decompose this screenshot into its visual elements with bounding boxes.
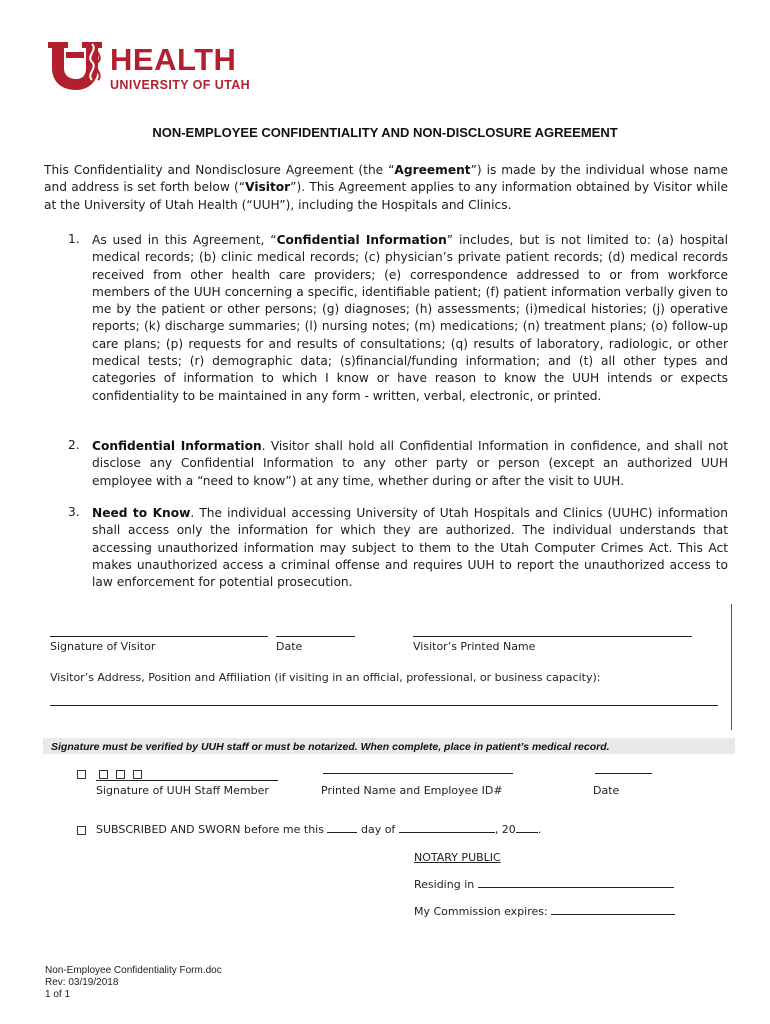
notary-public-label: NOTARY PUBLIC <box>414 851 501 864</box>
footer-filename: Non-Employee Confidentiality Form.doc <box>45 965 222 976</box>
staff-signature-line[interactable] <box>96 780 278 781</box>
visitor-printed-name-label: Visitor’s Printed Name <box>413 640 536 653</box>
logo <box>46 40 106 92</box>
visitor-address-line[interactable] <box>50 705 718 706</box>
intro-paragraph: This Confidentiality and Nondisclosure Agreement (the “Agreement”) is made by the individual whose name and address is set forth below (“Visitor”). This Agreement applies to any information obtained by Visitor while at the University of Utah Health (“UUH”), including the Hospitals and Clinics. <box>44 163 729 212</box>
clause-2-number: 2. <box>68 438 80 452</box>
staff-printed-name-line[interactable] <box>323 773 513 774</box>
verification-notice: Signature must be verified by UUH staff or must be notarized. When complete, place in patient’s medical record. <box>43 738 735 754</box>
staff-sig-box-1 <box>99 770 108 779</box>
logo-subtitle: UNIVERSITY OF UTAH <box>110 78 251 92</box>
staff-verify-checkbox[interactable] <box>77 770 86 779</box>
staff-signature-label: Signature of UUH Staff Member <box>96 784 269 797</box>
staff-date-label: Date <box>593 784 620 797</box>
notary-commission-label: My Commission expires: <box>414 905 675 918</box>
clause-3-text: Need to Know. The individual accessing University of Utah Hospitals and Clinics (UUHC) information shall access only the information for which they are authorized. The individual understands that accessing unauthorized information may subject to them to the Utah Computer Crimes Act. This Act makes unauthorized access a criminal offense and requires UUH to report the unauthorized access to law enforcement for potential prosecution. <box>92 506 728 590</box>
visitor-printed-name-line[interactable] <box>413 636 692 637</box>
notary-residing-label: Residing in <box>414 878 674 891</box>
u-logo-icon <box>46 40 106 92</box>
footer-revision: Rev: 03/19/2018 <box>45 977 119 988</box>
visitor-date-line[interactable] <box>276 636 355 637</box>
staff-date-line[interactable] <box>595 773 652 774</box>
clause-3-number: 3. <box>68 505 80 519</box>
staff-printed-name-label: Printed Name and Employee ID# <box>321 784 503 797</box>
document-title: NON-EMPLOYEE CONFIDENTIALITY AND NON-DISCLOSURE AGREEMENT <box>152 125 618 140</box>
logo-wordmark: HEALTH <box>110 42 237 77</box>
visitor-address-label: Visitor’s Address, Position and Affiliation (if visiting in an official, professional, or business capacity): <box>50 671 601 684</box>
visitor-signature-label: Signature of Visitor <box>50 640 156 653</box>
visitor-date-label: Date <box>276 640 303 653</box>
clause-1-number: 1. <box>68 232 80 246</box>
staff-sig-box-3 <box>133 770 142 779</box>
clause-1-text: As used in this Agreement, “Confidential Information” includes, but is not limited to: (a) hospital medical records; (b) clinic medical records; (c) physician’s private patient records; (d) medical records received from other health care providers; (e) correspondence addressed to or from workforce members of the UUH concerning a specific, identifiable patient; (f) patient information verbally given to me by the patient or other persons; (g) diagnoses; (h) assessments; (i)medical histories; (j) operative reports; (k) discharge summaries; (l) nursing notes; (m) medications; (n) treatment plans; (o) follow-up care plans; (p) requests for and results of consultations; (q) results of laboratory, radiologic, or other medical tests; (r) demographic data; (s)financial/funding information; and (t) all other types and categories of information to which I know or have reason to know the UUH intends or expects confidentiality to be maintained in any form - written, verbal, electronic, or printed. <box>92 233 728 403</box>
signature-box-border <box>731 604 732 730</box>
notary-checkbox[interactable] <box>77 826 86 835</box>
clause-2-text: Confidential Information. Visitor shall hold all Confidential Information in confidence, and shall not disclose any Confidential Information to any other party or person (except an authorized UUH employee with a “need to know”) at any time, whether during or after the visit to UUH. <box>92 439 728 488</box>
footer <box>45 965 222 1001</box>
footer-page-number: 1 of 1 <box>45 989 71 1000</box>
staff-sig-box-2 <box>116 770 125 779</box>
visitor-signature-line[interactable] <box>50 636 268 637</box>
notary-sworn-line: SUBSCRIBED AND SWORN before me this day of , 20 . <box>96 823 542 836</box>
